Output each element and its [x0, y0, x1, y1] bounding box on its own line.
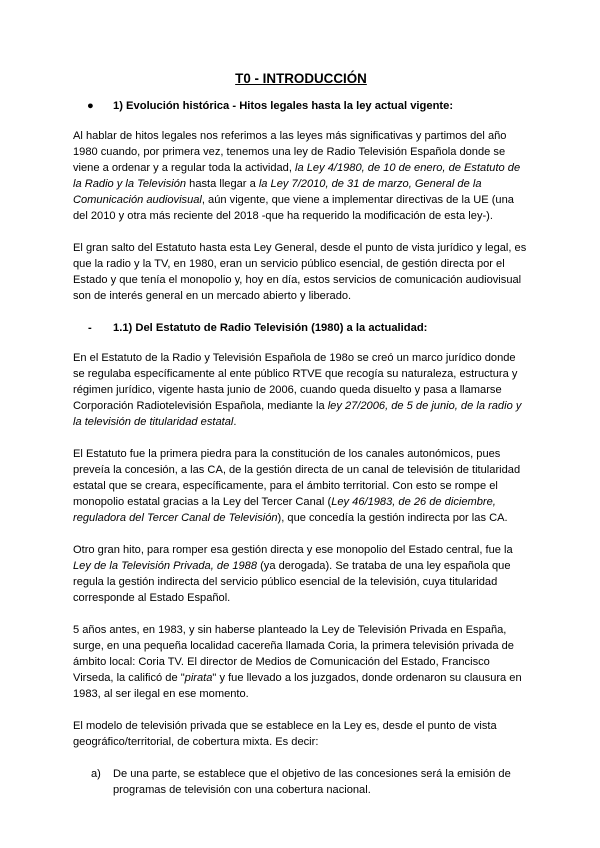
paragraph-6	[73, 622, 529, 702]
list-item-text: De una parte, se establece que el objetivo de las concesiones será la emisión de programas de televisión con una cobertura nacional.	[113, 768, 511, 796]
list-item-marker: a)	[91, 768, 101, 780]
document-title: T0 - INTRODUCCIÓN	[235, 71, 367, 86]
law-reference-1980: la Ley 4/1980, de 10 de enero, de Estatuto de la Radio y la Televisión	[73, 162, 521, 190]
paragraph-4-text-a: El Estatuto fue la primera piedra para la constitución de los canales autonómicos, pues preveía la concesión, a las CA, de la gestión directa de un canal de televisión de titularidad estatal que se creara, específicamente, para el ámbito territorial. Con esto se rompe el monopolio estatal gracias a la Ley del Tercer Canal (	[73, 448, 521, 508]
paragraph-7: El modelo de televisión privada que se establece en la Ley es, desde el punto de vista geográfico/territorial, de cobertura mixta. Es decir:	[73, 720, 497, 748]
dash-icon: -	[88, 322, 92, 334]
paragraph-4	[73, 446, 529, 526]
paragraph-1-text-e: , aún vigente, que viene a implementar directivas de la UE (una del 2010 y otra más reciente del 2018 -que ha requerido la modificación de esta ley-).	[73, 194, 514, 222]
section-heading-2-text: 1.1) Del Estatuto de Radio Televisión (1980) a la actualidad:	[113, 322, 428, 334]
paragraph-5-text-c: (ya derogada). Se trataba de una ley española que regula la gestión indirecta del servicio público esencial de la televisión, cuya titularidad corresponde al Estado Español.	[73, 560, 511, 604]
paragraph-1-text-a: Al hablar de hitos legales nos referimos a las leyes más significativas y partimos del año 1980 cuando, por primera vez, tenemos una ley de Radio Televisión Española donde se viene a ordenar y a regular toda la actividad,	[73, 130, 507, 174]
paragraph-6-text-c: " y fue llevado a los juzgados, donde ordenaron su clausura en 1983, al ser ilegal en ese momento.	[73, 672, 522, 700]
law-reference-1983: Ley 46/1983, de 26 de diciembre, reguladora del Tercer Canal de Televisión	[73, 496, 496, 524]
list-item	[73, 766, 529, 798]
pirata-term: pirata	[184, 672, 213, 684]
section-heading-1	[73, 98, 529, 114]
paragraph-1	[73, 128, 529, 224]
paragraph-3-text-c: .	[233, 416, 237, 428]
paragraph-5-text-a: Otro gran hito, para romper esa gestión directa y ese monopolio del Estado central, fue la	[73, 544, 513, 556]
law-reference-1988: Ley de la Televisión Privada, de 1988	[73, 560, 257, 572]
paragraph-2: El gran salto del Estatuto hasta esta Ley General, desde el punto de vista jurídico y legal, es que la radio y la TV, en 1980, eran un servicio público esencial, de gestión directa por el Estado y que tenía el monopolio y, hoy en día, estos servicios de comunicación audiovisual son de interés general en un mercado abierto y liberado.	[73, 242, 527, 302]
law-reference-2010: la Ley 7/2010, de 31 de marzo, General de la Comunicación audiovisual	[73, 178, 482, 206]
law-reference-2006: ley 27/2006, de 5 de junio, de la radio y la televisión de titularidad estatal	[73, 400, 522, 428]
paragraph-4-text-c: ), que concedía la gestión indirecta por las CA.	[277, 512, 508, 524]
paragraph-5	[73, 542, 529, 606]
paragraph-3	[73, 350, 529, 430]
section-heading-1-text: 1) Evolución histórica - Hitos legales hasta la ley actual vigente:	[113, 100, 454, 112]
paragraph-1-text-c: hasta llegar a	[186, 178, 259, 190]
document-page	[73, 70, 529, 812]
paragraph-6-text-a: 5 años antes, en 1983, y sin haberse planteado la Ley de Televisión Privada en España, surge, en una pequeña localidad cacereña llamada Coria, la primera televisión privada de ámbito local: Coria TV. El director de Medios de Comunicación del Estado, Francisco Virseda, la calificó de "	[73, 624, 514, 684]
section-heading-2	[73, 320, 529, 336]
bullet-icon: ●	[87, 100, 94, 112]
paragraph-3-text-a: En el Estatuto de la Radio y Televisión Española de 198o se creó un marco jurídico donde se regulaba específicamente al ente público RTVE que recogía su naturaleza, estructura y régimen jurídico, vigente hasta junio de 2006, cuando queda disuelto y pasa a llamarse Corporación Radiotelevisión Española, mediante la	[73, 352, 518, 412]
